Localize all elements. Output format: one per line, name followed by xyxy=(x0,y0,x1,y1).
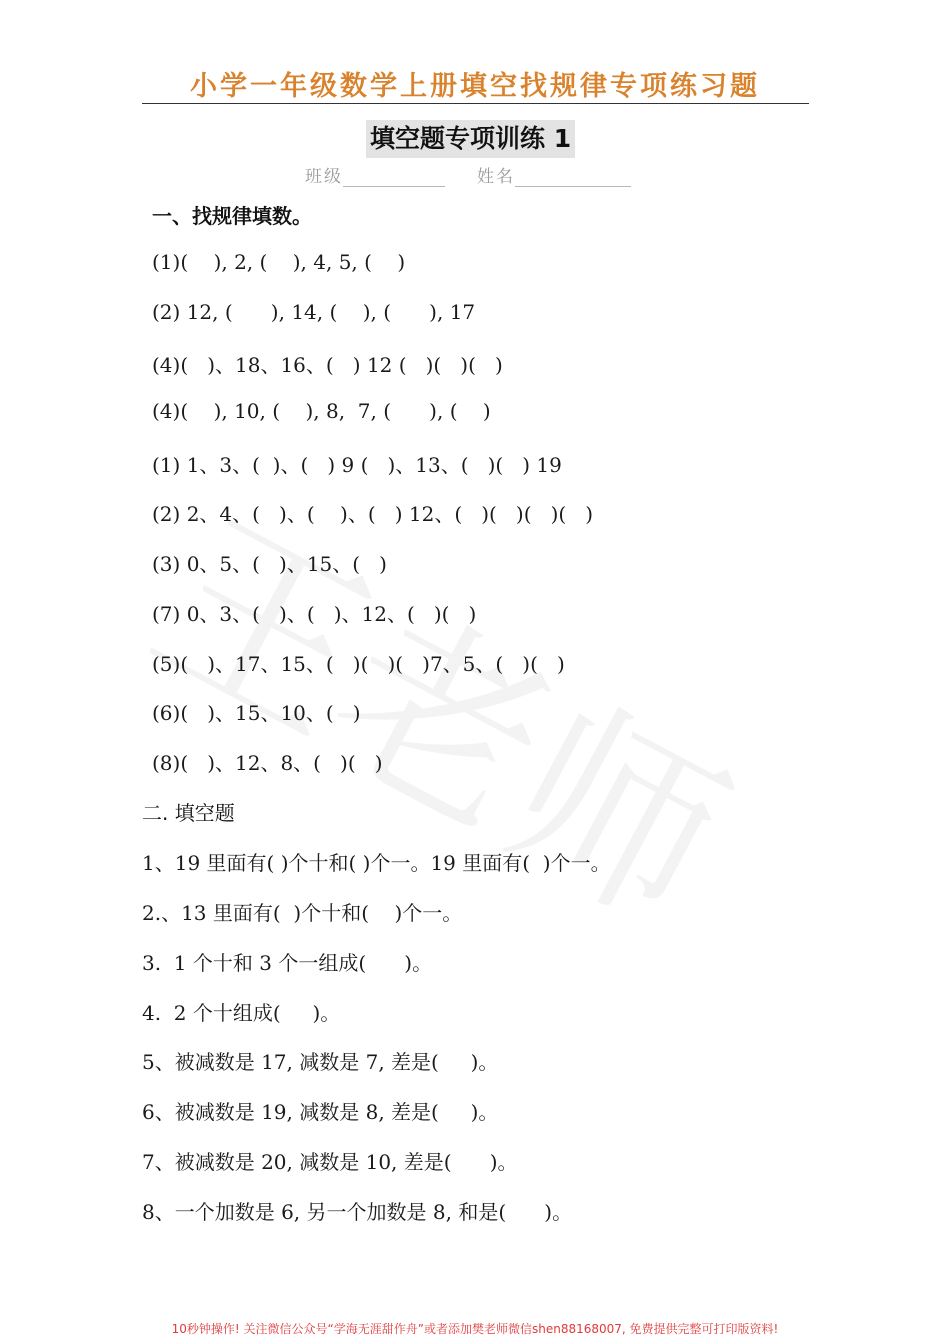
pattern-item: (7) 0、3、( )、( )、12、( )( ) xyxy=(152,602,477,626)
fill-blank-item: 1、19 里面有( )个十和( )个一。19 里面有( )个一。 xyxy=(142,851,611,875)
pattern-item: (2) 12, ( ), 14, ( ), ( ), 17 xyxy=(152,300,476,324)
name-blank xyxy=(515,166,631,187)
fill-blank-item: 3. 1 个十和 3 个一组成( )。 xyxy=(142,951,433,975)
header-title: 小学一年级数学上册填空找规律专项练习题 xyxy=(190,71,760,102)
name-field xyxy=(477,162,631,187)
class-label: 班级 xyxy=(305,167,343,187)
section-2-heading: 二. 填空题 xyxy=(142,801,235,825)
fill-blank-item: 5、被减数是 17, 减数是 7, 差是( )。 xyxy=(142,1050,499,1074)
fill-blank-item: 6、被减数是 19, 减数是 8, 差是( )。 xyxy=(142,1100,499,1124)
footer-notice: 10秒钟操作! 关注微信公众号“学海无涯甜作舟”或者添加樊老师微信shen88168007, 免费提供完整可打印版资料! xyxy=(171,1322,779,1336)
pattern-item: (8)( )、12、8、( )( ) xyxy=(152,751,383,775)
fill-blank-item: 4. 2 个十组成( )。 xyxy=(142,1001,341,1025)
document-title: 填空题专项训练 1 xyxy=(366,120,575,158)
pattern-item: (1)( ), 2, ( ), 4, 5, ( ) xyxy=(152,250,406,274)
pattern-item: (2) 2、4、( )、( )、( ) 12、( )( )( )( ) xyxy=(152,502,594,526)
header-divider xyxy=(142,103,809,104)
pattern-item: (6)( )、15、10、( ) xyxy=(152,701,361,725)
pattern-item: (4)( ), 10, ( ), 8, 7, ( ), ( ) xyxy=(152,399,491,423)
pattern-item: (5)( )、17、15、( )( )( )7、5、( )( ) xyxy=(152,652,565,676)
pattern-item: (1) 1、3、( )、( ) 9 ( )、13、( )( ) 19 xyxy=(152,453,562,477)
class-field xyxy=(305,162,445,187)
section-1-heading: 一、找规律填数。 xyxy=(152,204,312,228)
name-label: 姓名 xyxy=(477,167,515,187)
pattern-item: (3) 0、5、( )、15、( ) xyxy=(152,552,387,576)
pattern-item: (4)( )、18、16、( ) 12 ( )( )( ) xyxy=(152,353,503,377)
class-blank xyxy=(343,166,445,187)
fill-blank-item: 7、被减数是 20, 减数是 10, 差是( )。 xyxy=(142,1150,518,1174)
fill-blank-item: 2.、13 里面有( )个十和( )个一。 xyxy=(142,901,463,925)
fill-blank-item: 8、一个加数是 6, 另一个加数是 8, 和是( )。 xyxy=(142,1200,573,1224)
